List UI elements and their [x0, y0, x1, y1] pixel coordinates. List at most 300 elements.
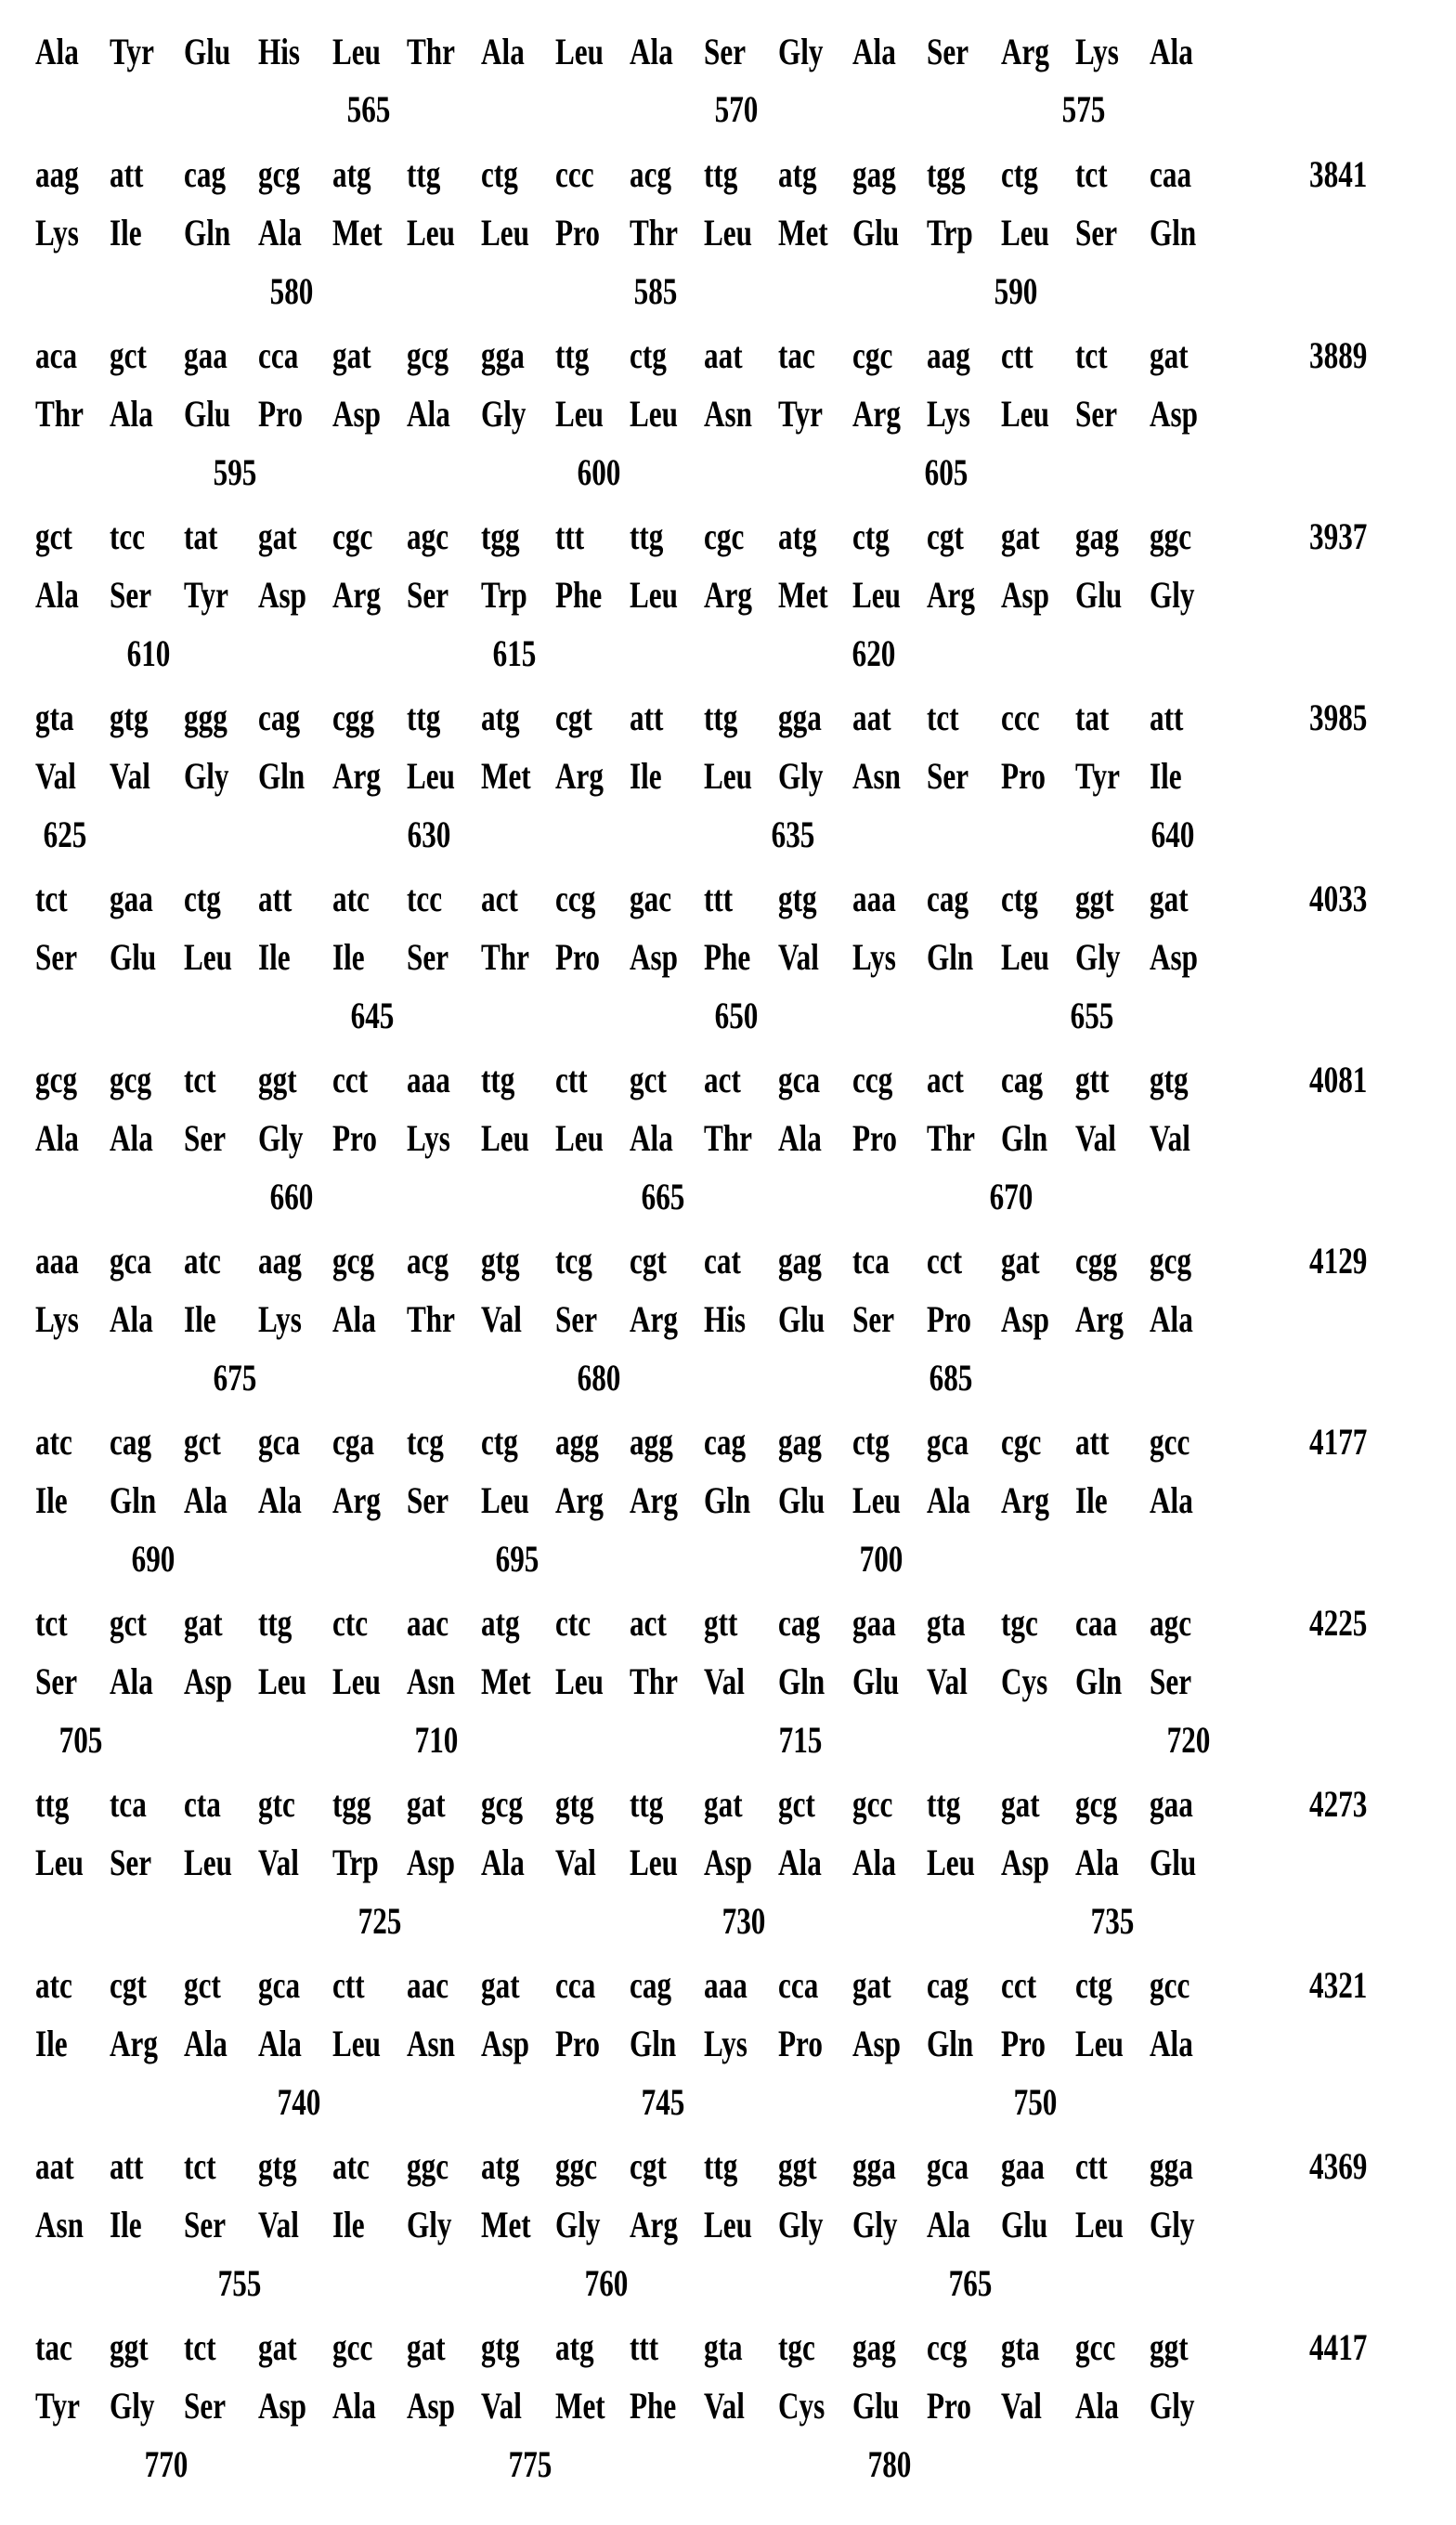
- amino-acid: Ile: [110, 210, 142, 256]
- amino-acid: Asn: [407, 1659, 455, 1705]
- amino-acid: Leu: [35, 1840, 84, 1886]
- amino-acid: Leu: [555, 391, 604, 437]
- amino-acid: Gly: [852, 2202, 898, 2248]
- codon: tcc: [110, 514, 145, 560]
- amino-acid: Ala: [852, 29, 896, 75]
- codon: cag: [927, 1962, 968, 2009]
- amino-acid: Gln: [258, 753, 305, 800]
- codon: ctg: [852, 1419, 890, 1465]
- codon-line: [0, 151, 1456, 198]
- amino-acid: Ala: [778, 1840, 822, 1886]
- codon: ggc: [407, 2143, 448, 2190]
- codon: ccc: [1001, 695, 1040, 741]
- nucleotide-position: 3889: [1309, 332, 1367, 379]
- codon-line: [0, 1962, 1456, 2009]
- amino-acid: Pro: [778, 2021, 823, 2067]
- residue-number: 585: [633, 268, 677, 315]
- amino-acid: Thr: [704, 1115, 752, 1162]
- residue-number: 590: [994, 268, 1038, 315]
- codon: cgc: [852, 332, 892, 379]
- amino-acid: Leu: [481, 210, 529, 256]
- amino-acid: Asp: [1001, 572, 1049, 618]
- codon: aca: [35, 332, 77, 379]
- codon: aac: [407, 1600, 448, 1646]
- amino-acid: Glu: [1150, 1840, 1196, 1886]
- codon-line: [0, 1600, 1456, 1646]
- amino-acid: Ser: [1075, 210, 1117, 256]
- amino-acid: Arg: [332, 1477, 381, 1524]
- codon: att: [1075, 1419, 1109, 1465]
- amino-acid: Lys: [1075, 29, 1119, 75]
- amino-acid: Phe: [630, 2383, 676, 2429]
- codon-line: [0, 1057, 1456, 1103]
- codon: ggc: [1150, 514, 1191, 560]
- amino-acid: Thr: [481, 934, 529, 981]
- amino-acid-line: [0, 391, 1456, 437]
- codon: cgc: [704, 514, 744, 560]
- codon: gat: [481, 1962, 520, 2009]
- codon: aat: [704, 332, 743, 379]
- amino-acid: Asp: [407, 2383, 455, 2429]
- codon: tct: [35, 876, 68, 922]
- codon: gtt: [1075, 1057, 1109, 1103]
- amino-acid: Ala: [1150, 1477, 1193, 1524]
- amino-acid-line: [0, 2202, 1456, 2248]
- amino-acid: Val: [704, 1659, 745, 1705]
- codon: atc: [35, 1962, 72, 2009]
- amino-acid: Ile: [1150, 753, 1182, 800]
- codon: ttt: [630, 2324, 658, 2371]
- codon: ctt: [555, 1057, 588, 1103]
- codon: gcg: [1075, 1781, 1117, 1828]
- residue-number: 605: [925, 449, 968, 496]
- amino-acid: Asn: [704, 391, 752, 437]
- codon: gtc: [258, 1781, 295, 1828]
- codon: att: [110, 151, 143, 198]
- codon: gca: [927, 2143, 968, 2190]
- codon: ccg: [852, 1057, 892, 1103]
- codon: gat: [332, 332, 371, 379]
- amino-acid: His: [258, 29, 300, 75]
- codon: ctg: [1001, 876, 1038, 922]
- amino-acid: Gln: [1150, 210, 1196, 256]
- residue-number: 595: [213, 449, 256, 496]
- codon-line: [0, 695, 1456, 741]
- codon: ttg: [630, 514, 663, 560]
- amino-acid: Lys: [704, 2021, 748, 2067]
- amino-acid-line: [0, 2021, 1456, 2067]
- amino-acid: Ala: [778, 1115, 822, 1162]
- codon: tct: [1075, 151, 1108, 198]
- amino-acid-line: [0, 753, 1456, 800]
- codon: cgg: [332, 695, 374, 741]
- nucleotide-position: 3937: [1309, 514, 1367, 560]
- codon: atg: [778, 151, 817, 198]
- amino-acid: Ala: [1150, 29, 1193, 75]
- codon: ctg: [481, 151, 518, 198]
- amino-acid: Asp: [1001, 1840, 1049, 1886]
- amino-acid: Leu: [1075, 2021, 1124, 2067]
- codon: tgg: [481, 514, 520, 560]
- codon: gtg: [258, 2143, 297, 2190]
- amino-acid: Pro: [258, 391, 303, 437]
- amino-acid: Leu: [481, 1115, 529, 1162]
- codon: caa: [1150, 151, 1191, 198]
- residue-number: 750: [1013, 2079, 1057, 2126]
- amino-acid: Gly: [184, 753, 229, 800]
- amino-acid: Val: [1001, 2383, 1042, 2429]
- amino-acid: Arg: [1001, 1477, 1049, 1524]
- amino-acid-line: [0, 1840, 1456, 1886]
- residue-number-line: [0, 86, 1456, 133]
- codon: ttt: [555, 514, 584, 560]
- amino-acid: Ala: [110, 391, 153, 437]
- codon: aaa: [407, 1057, 450, 1103]
- codon: cct: [332, 1057, 368, 1103]
- codon-line: [0, 2324, 1456, 2371]
- residue-number: 655: [1070, 993, 1113, 1039]
- amino-acid: Asp: [258, 572, 306, 618]
- amino-acid: Ala: [258, 1477, 302, 1524]
- amino-acid: Glu: [1075, 572, 1122, 618]
- amino-acid: Arg: [927, 572, 975, 618]
- amino-acid: Ala: [630, 1115, 673, 1162]
- codon: gac: [630, 876, 671, 922]
- residue-number-line: [0, 1174, 1456, 1220]
- codon: gtg: [110, 695, 149, 741]
- codon: tca: [852, 1238, 890, 1284]
- codon: ttg: [35, 1781, 69, 1828]
- amino-acid: Glu: [852, 1659, 899, 1705]
- residue-number: 730: [722, 1898, 766, 1945]
- amino-acid: Ser: [927, 753, 968, 800]
- codon-line: [0, 1781, 1456, 1828]
- codon: tgc: [778, 2324, 815, 2371]
- amino-acid: Leu: [704, 210, 752, 256]
- amino-acid: Thr: [630, 210, 678, 256]
- amino-acid: Leu: [555, 1115, 604, 1162]
- codon: tct: [1075, 332, 1108, 379]
- amino-acid: Thr: [407, 29, 455, 75]
- codon: gtg: [1150, 1057, 1189, 1103]
- amino-acid: Phe: [555, 572, 602, 618]
- codon: cag: [184, 151, 226, 198]
- codon: atg: [481, 695, 520, 741]
- amino-acid: Pro: [927, 1296, 971, 1343]
- amino-acid: Arg: [704, 572, 752, 618]
- codon: cgc: [1001, 1419, 1041, 1465]
- codon: ttt: [704, 876, 733, 922]
- amino-acid: Ala: [407, 391, 450, 437]
- codon: atc: [35, 1419, 72, 1465]
- residue-number-line: [0, 1898, 1456, 1945]
- codon: ccc: [555, 151, 594, 198]
- residue-number-line: [0, 2079, 1456, 2126]
- residue-number: 665: [642, 1174, 685, 1220]
- residue-number: 775: [509, 2441, 552, 2488]
- codon: ctg: [852, 514, 890, 560]
- amino-acid: Ala: [481, 29, 525, 75]
- amino-acid: Met: [332, 210, 383, 256]
- codon: ttg: [704, 2143, 737, 2190]
- residue-number: 610: [127, 631, 171, 677]
- codon: gga: [1150, 2143, 1193, 2190]
- amino-acid: Ala: [927, 2202, 970, 2248]
- codon: gag: [852, 2324, 896, 2371]
- residue-number-line: [0, 1717, 1456, 1764]
- amino-acid: Asp: [184, 1659, 232, 1705]
- codon: tat: [1075, 695, 1109, 741]
- codon-line: [0, 1419, 1456, 1465]
- amino-acid: Ala: [481, 1840, 525, 1886]
- amino-acid: Met: [481, 753, 531, 800]
- amino-acid: Val: [704, 2383, 745, 2429]
- amino-acid: Ser: [407, 1477, 448, 1524]
- amino-acid: Arg: [555, 753, 604, 800]
- codon: ggg: [184, 695, 228, 741]
- codon: gcc: [332, 2324, 372, 2371]
- codon: cga: [332, 1419, 374, 1465]
- amino-acid: Arg: [1075, 1296, 1124, 1343]
- residue-number-line: [0, 268, 1456, 315]
- amino-acid: Gln: [1075, 1659, 1122, 1705]
- amino-acid: Lys: [35, 210, 79, 256]
- amino-acid: Ala: [630, 29, 673, 75]
- nucleotide-position: 4369: [1309, 2143, 1367, 2190]
- amino-acid: Leu: [332, 2021, 381, 2067]
- codon: agg: [630, 1419, 673, 1465]
- amino-acid-line: [0, 1477, 1456, 1524]
- amino-acid: Pro: [555, 210, 600, 256]
- codon: cct: [927, 1238, 962, 1284]
- amino-acid: Ala: [332, 2383, 376, 2429]
- residue-number: 630: [407, 812, 450, 858]
- amino-acid: Thr: [927, 1115, 975, 1162]
- amino-acid: Met: [481, 1659, 531, 1705]
- codon: gaa: [1001, 2143, 1045, 2190]
- amino-acid: Pro: [555, 934, 600, 981]
- codon: gat: [1001, 1238, 1040, 1284]
- residue-number: 760: [585, 2260, 629, 2307]
- amino-acid: Pro: [1001, 753, 1046, 800]
- codon: gtt: [704, 1600, 737, 1646]
- codon: gat: [407, 1781, 446, 1828]
- amino-acid: Ala: [1150, 2021, 1193, 2067]
- amino-acid: Ala: [110, 1296, 153, 1343]
- codon: aag: [927, 332, 970, 379]
- codon: gtg: [778, 876, 817, 922]
- amino-acid: Ser: [184, 2383, 226, 2429]
- amino-acid: Pro: [927, 2383, 971, 2429]
- codon: ctg: [1075, 1962, 1112, 2009]
- codon: cca: [555, 1962, 595, 2009]
- amino-acid: Ser: [927, 29, 968, 75]
- amino-acid: Ser: [110, 1840, 151, 1886]
- amino-acid: Val: [778, 934, 819, 981]
- amino-acid: Pro: [555, 2021, 600, 2067]
- amino-acid: Gly: [1150, 572, 1195, 618]
- codon: ctt: [1001, 332, 1034, 379]
- codon: atg: [332, 151, 371, 198]
- residue-number-line: [0, 449, 1456, 496]
- codon: att: [630, 695, 663, 741]
- codon: ggt: [110, 2324, 149, 2371]
- codon: cag: [927, 876, 968, 922]
- amino-acid: Ala: [184, 1477, 228, 1524]
- codon: gcg: [332, 1238, 374, 1284]
- amino-acid: Leu: [927, 1840, 975, 1886]
- codon: gca: [258, 1419, 300, 1465]
- amino-acid: Leu: [852, 1477, 901, 1524]
- amino-acid: Tyr: [110, 29, 154, 75]
- codon: ctg: [481, 1419, 518, 1465]
- codon: gcc: [852, 1781, 892, 1828]
- amino-acid: Gly: [778, 2202, 824, 2248]
- amino-acid: Glu: [778, 1296, 825, 1343]
- codon: caa: [1075, 1600, 1117, 1646]
- residue-number: 675: [213, 1355, 256, 1401]
- amino-acid: Val: [1075, 1115, 1116, 1162]
- amino-acid: Gly: [110, 2383, 155, 2429]
- codon: ggc: [555, 2143, 597, 2190]
- amino-acid: Thr: [630, 1659, 678, 1705]
- codon: gca: [110, 1238, 151, 1284]
- amino-acid: Gln: [630, 2021, 676, 2067]
- codon: gtg: [481, 1238, 520, 1284]
- amino-acid: Gly: [1150, 2202, 1195, 2248]
- residue-number-line: [0, 2441, 1456, 2488]
- amino-acid: Leu: [630, 572, 678, 618]
- amino-acid: Lys: [258, 1296, 302, 1343]
- codon: ggt: [778, 2143, 817, 2190]
- amino-acid: Ile: [35, 1477, 68, 1524]
- codon: aat: [35, 2143, 74, 2190]
- codon: ctg: [1001, 151, 1038, 198]
- amino-acid: Val: [555, 1840, 596, 1886]
- amino-acid: Pro: [1001, 2021, 1046, 2067]
- codon: cag: [704, 1419, 746, 1465]
- amino-acid: Ile: [110, 2202, 142, 2248]
- amino-acid: Ser: [407, 572, 448, 618]
- codon: ttg: [258, 1600, 292, 1646]
- amino-acid: Pro: [332, 1115, 377, 1162]
- amino-acid: Leu: [704, 753, 752, 800]
- codon: att: [110, 2143, 143, 2190]
- codon: gat: [184, 1600, 223, 1646]
- codon: gat: [704, 1781, 743, 1828]
- amino-acid: Ala: [184, 2021, 228, 2067]
- nucleotide-position: 4273: [1309, 1781, 1367, 1828]
- codon: gat: [852, 1962, 891, 2009]
- codon: ctg: [630, 332, 667, 379]
- amino-acid: Leu: [407, 753, 455, 800]
- amino-acid: Met: [555, 2383, 605, 2429]
- codon-line: [0, 1238, 1456, 1284]
- amino-acid: Asp: [407, 1840, 455, 1886]
- amino-acid: Tyr: [184, 572, 228, 618]
- codon: gta: [927, 1600, 966, 1646]
- residue-number: 715: [779, 1717, 823, 1764]
- residue-number: 600: [577, 449, 620, 496]
- amino-acid: Thr: [407, 1296, 455, 1343]
- amino-acid: Leu: [555, 29, 604, 75]
- amino-acid: Gln: [1001, 1115, 1047, 1162]
- residue-number: 565: [347, 86, 391, 133]
- codon-line: [0, 876, 1456, 922]
- codon: tat: [184, 514, 217, 560]
- amino-acid: Asp: [1001, 1296, 1049, 1343]
- codon: ttg: [481, 1057, 514, 1103]
- codon: aat: [852, 695, 891, 741]
- codon: gga: [481, 332, 525, 379]
- codon: cat: [704, 1238, 741, 1284]
- nucleotide-position: 4321: [1309, 1962, 1367, 2009]
- codon: aaa: [704, 1962, 748, 2009]
- codon: ttg: [704, 695, 737, 741]
- residue-number: 720: [1167, 1717, 1211, 1764]
- codon: cgt: [630, 2143, 667, 2190]
- codon: gcg: [1150, 1238, 1191, 1284]
- codon: att: [1150, 695, 1183, 741]
- amino-acid: Arg: [555, 1477, 604, 1524]
- codon: aaa: [852, 876, 896, 922]
- amino-acid: Arg: [332, 572, 381, 618]
- codon: gaa: [1150, 1781, 1193, 1828]
- amino-acid: Gln: [927, 2021, 973, 2067]
- amino-acid: Leu: [407, 210, 455, 256]
- residue-number-line: [0, 1355, 1456, 1401]
- codon: atg: [481, 1600, 520, 1646]
- residue-number: 680: [577, 1355, 620, 1401]
- residue-number: 685: [930, 1355, 973, 1401]
- amino-acid: Leu: [1001, 391, 1049, 437]
- codon: cgt: [927, 514, 964, 560]
- codon: acg: [407, 1238, 448, 1284]
- amino-acid: Met: [778, 210, 828, 256]
- codon: tac: [35, 2324, 72, 2371]
- amino-acid: Lys: [35, 1296, 79, 1343]
- codon: gct: [110, 1600, 147, 1646]
- amino-acid: Asn: [35, 2202, 84, 2248]
- codon: gcg: [110, 1057, 151, 1103]
- codon: gat: [1150, 876, 1189, 922]
- amino-acid: Leu: [555, 1659, 604, 1705]
- amino-acid: Asp: [1150, 391, 1198, 437]
- amino-acid: Asn: [852, 753, 901, 800]
- amino-acid-line: [0, 934, 1456, 981]
- amino-acid-line: [0, 29, 1456, 75]
- amino-acid: Ile: [630, 753, 662, 800]
- codon: cgt: [630, 1238, 667, 1284]
- amino-acid: Ser: [184, 2202, 226, 2248]
- residue-number: 740: [278, 2079, 321, 2126]
- amino-acid: Met: [481, 2202, 531, 2248]
- codon: aag: [258, 1238, 302, 1284]
- codon: cag: [630, 1962, 671, 2009]
- amino-acid: Gln: [184, 210, 230, 256]
- residue-number: 620: [852, 631, 895, 677]
- codon: ctt: [1075, 2143, 1108, 2190]
- residue-number-line: [0, 993, 1456, 1039]
- amino-acid: Leu: [1075, 2202, 1124, 2248]
- codon: tcg: [555, 1238, 592, 1284]
- amino-acid-line: [0, 1115, 1456, 1162]
- amino-acid: Arg: [630, 1296, 678, 1343]
- amino-acid: Ser: [555, 1296, 597, 1343]
- codon: ttg: [704, 151, 737, 198]
- amino-acid: Asp: [1150, 934, 1198, 981]
- amino-acid: Tyr: [778, 391, 823, 437]
